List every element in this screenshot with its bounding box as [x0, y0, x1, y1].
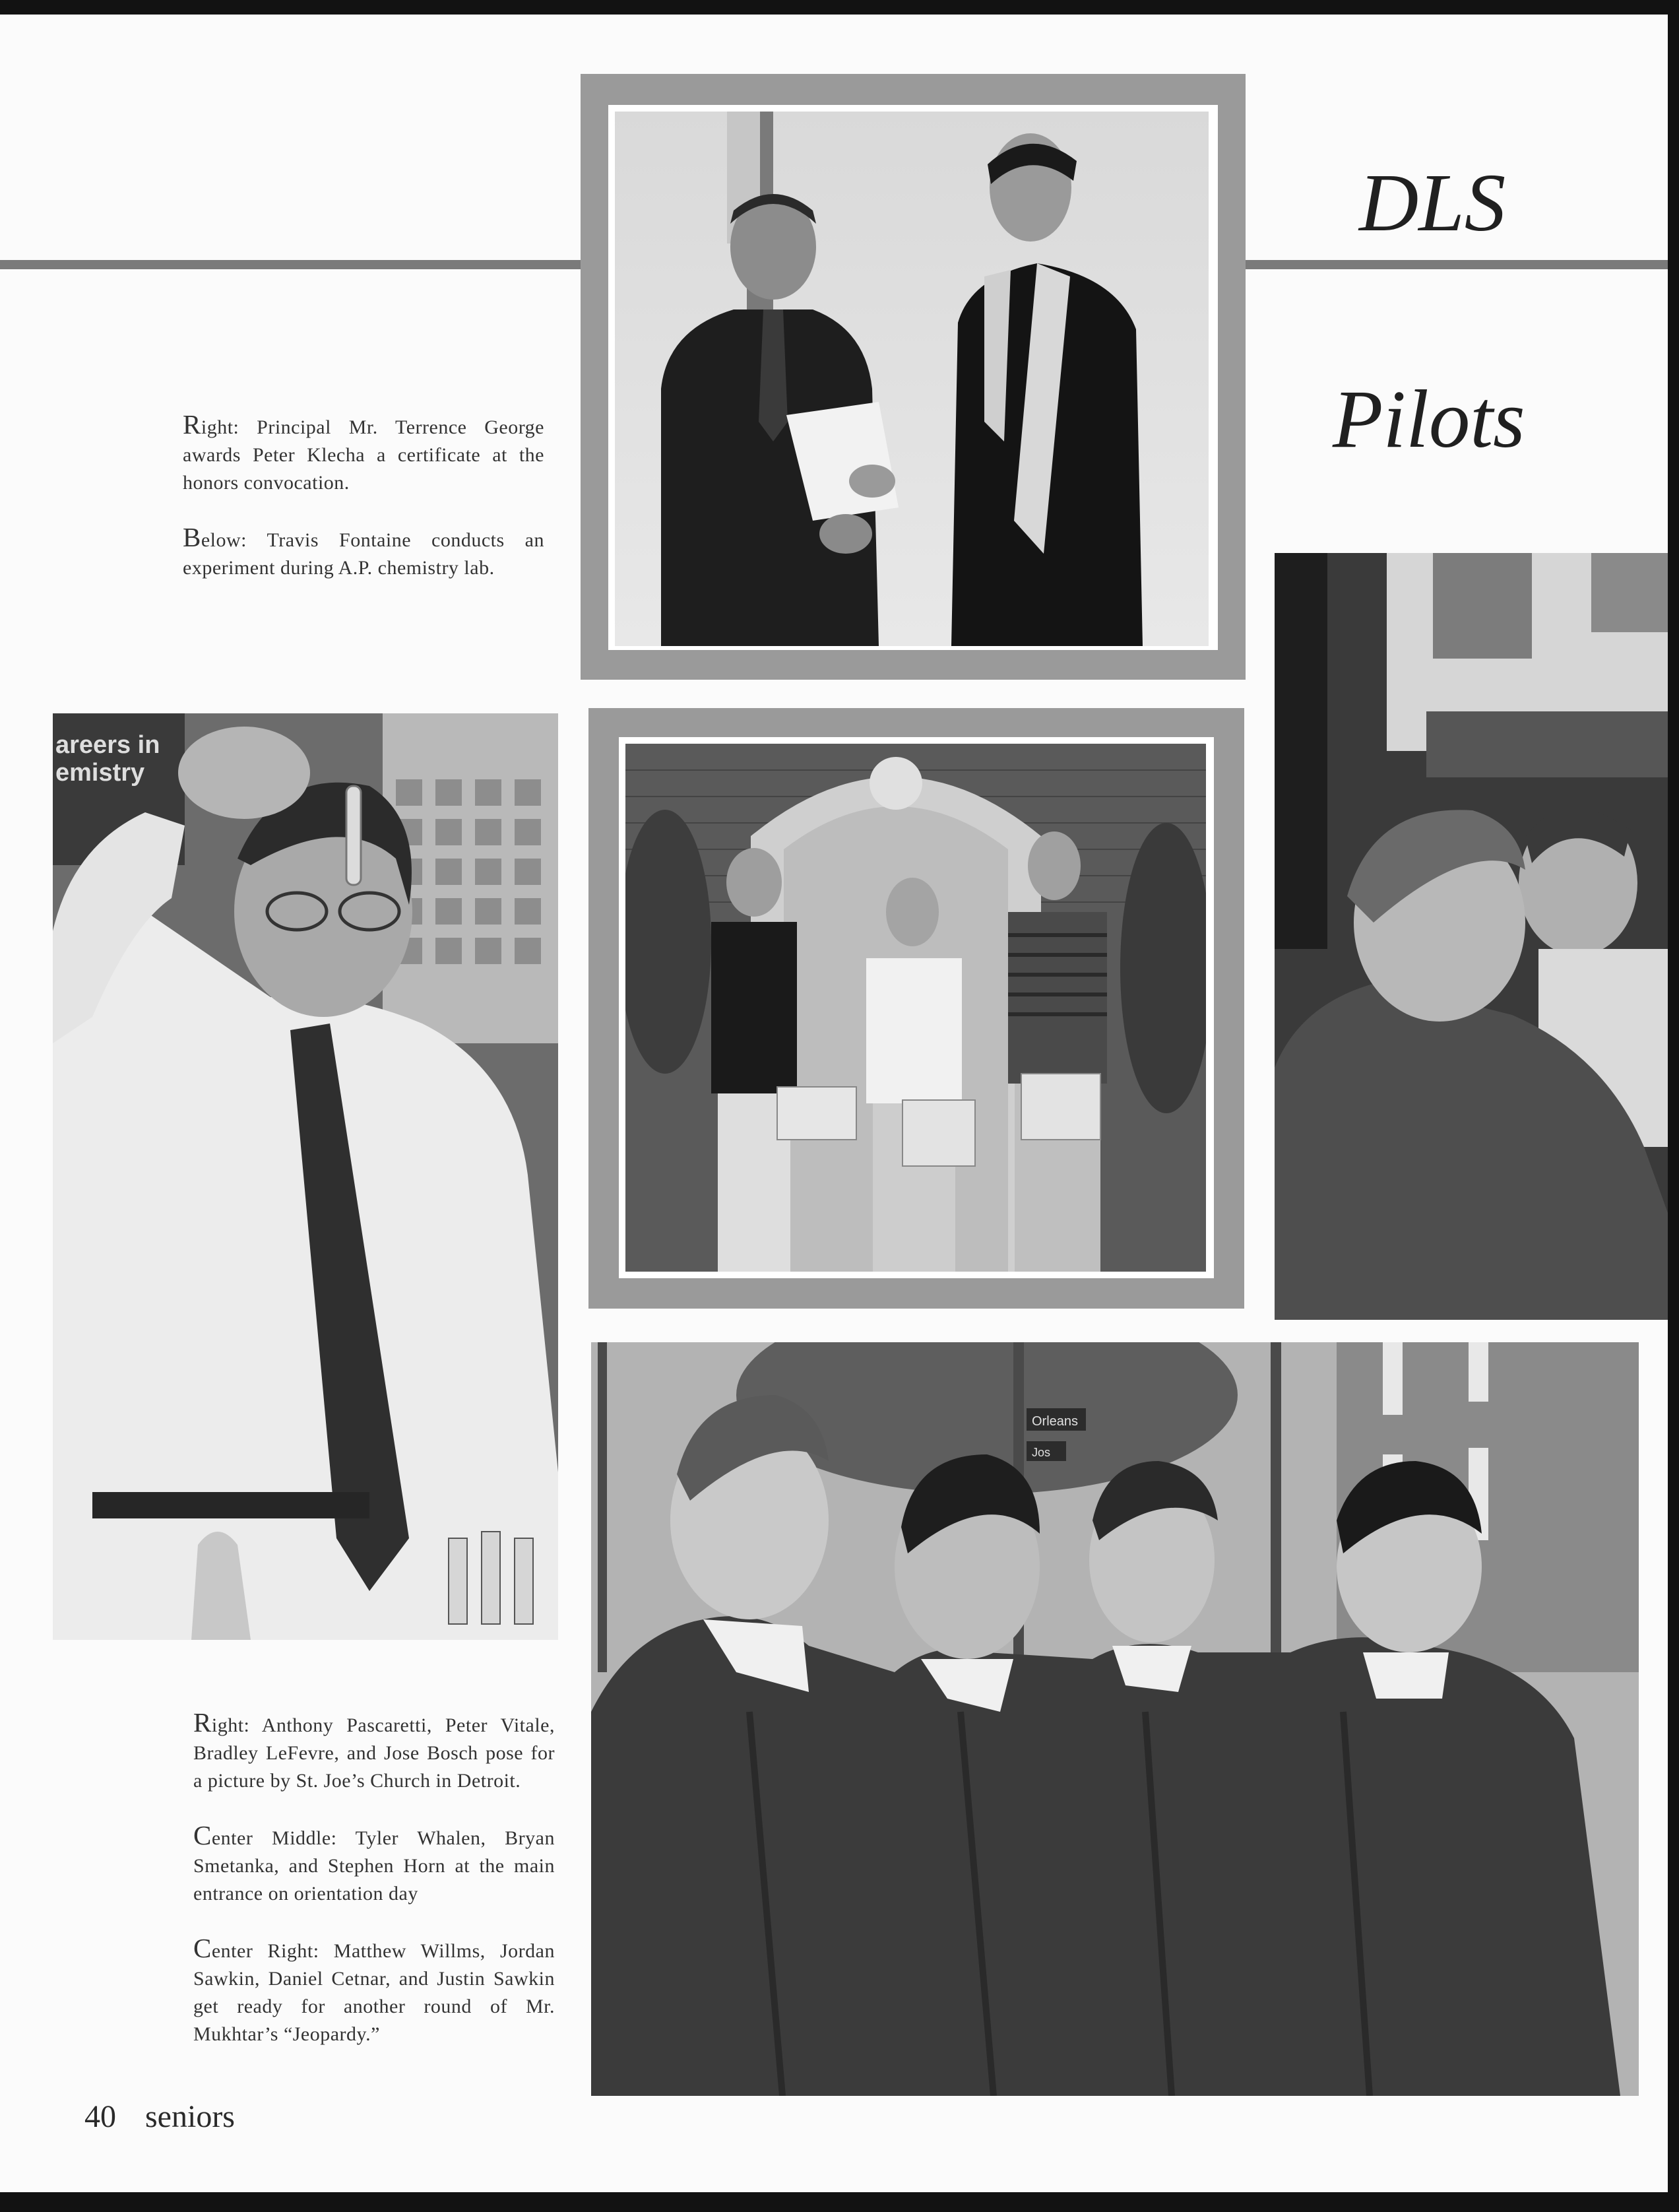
- caption-center-middle: Center Middle: Tyler Whalen, Bryan Smetanka, and Stephen Horn at the main entrance on orientation day: [193, 1820, 555, 1904]
- poster-text-careers: areers in emistry: [55, 731, 160, 787]
- caption-block-bottom: [193, 1708, 555, 2075]
- caption-right-principal: Right: Principal Mr. Terrence George awards Peter Klecha a certificate at the honors convocation.: [183, 409, 544, 494]
- yearbook-page: [0, 15, 1668, 2192]
- caption-below-chemistry: Below: Travis Fontaine conducts an experiment during A.P. chemistry lab.: [183, 522, 544, 579]
- header-rule-right: [1246, 260, 1668, 269]
- caption-center-right: Center Right: Matthew Willms, Jordan Sawkin, Daniel Cetnar, and Justin Sawkin get ready for another round of Mr. Mukhtar’s “Jeopardy.”: [193, 1933, 555, 2045]
- caption-right-st-joes: Right: Anthony Pascaretti, Peter Vitale, Bradley LeFevre, and Jose Bosch pose for a picture by St. Joe’s Church in Detroit.: [193, 1707, 555, 1792]
- photo-chemistry-lab: [53, 713, 558, 1640]
- caption-block-top: [183, 410, 544, 608]
- page-folio: [84, 2098, 235, 2135]
- header-rule-left: [0, 260, 581, 269]
- photo-graduates: [591, 1342, 1639, 2096]
- page-number: 40: [84, 2099, 116, 2134]
- photo-jeopardy-classroom: [1275, 553, 1668, 1320]
- page-title-dls: DLS: [1359, 158, 1506, 249]
- section-name: seniors: [145, 2099, 235, 2134]
- page-title-pilots: Pilots: [1333, 374, 1525, 465]
- street-sign-orleans: Orleans: [1032, 1414, 1079, 1429]
- photo-students-church: [625, 744, 1206, 1272]
- photo-award-handshake: [615, 112, 1209, 646]
- photo-frame-books: [588, 708, 1244, 1309]
- photo-frame-award: [581, 74, 1246, 680]
- street-sign-jos: Jos: [1032, 1446, 1051, 1459]
